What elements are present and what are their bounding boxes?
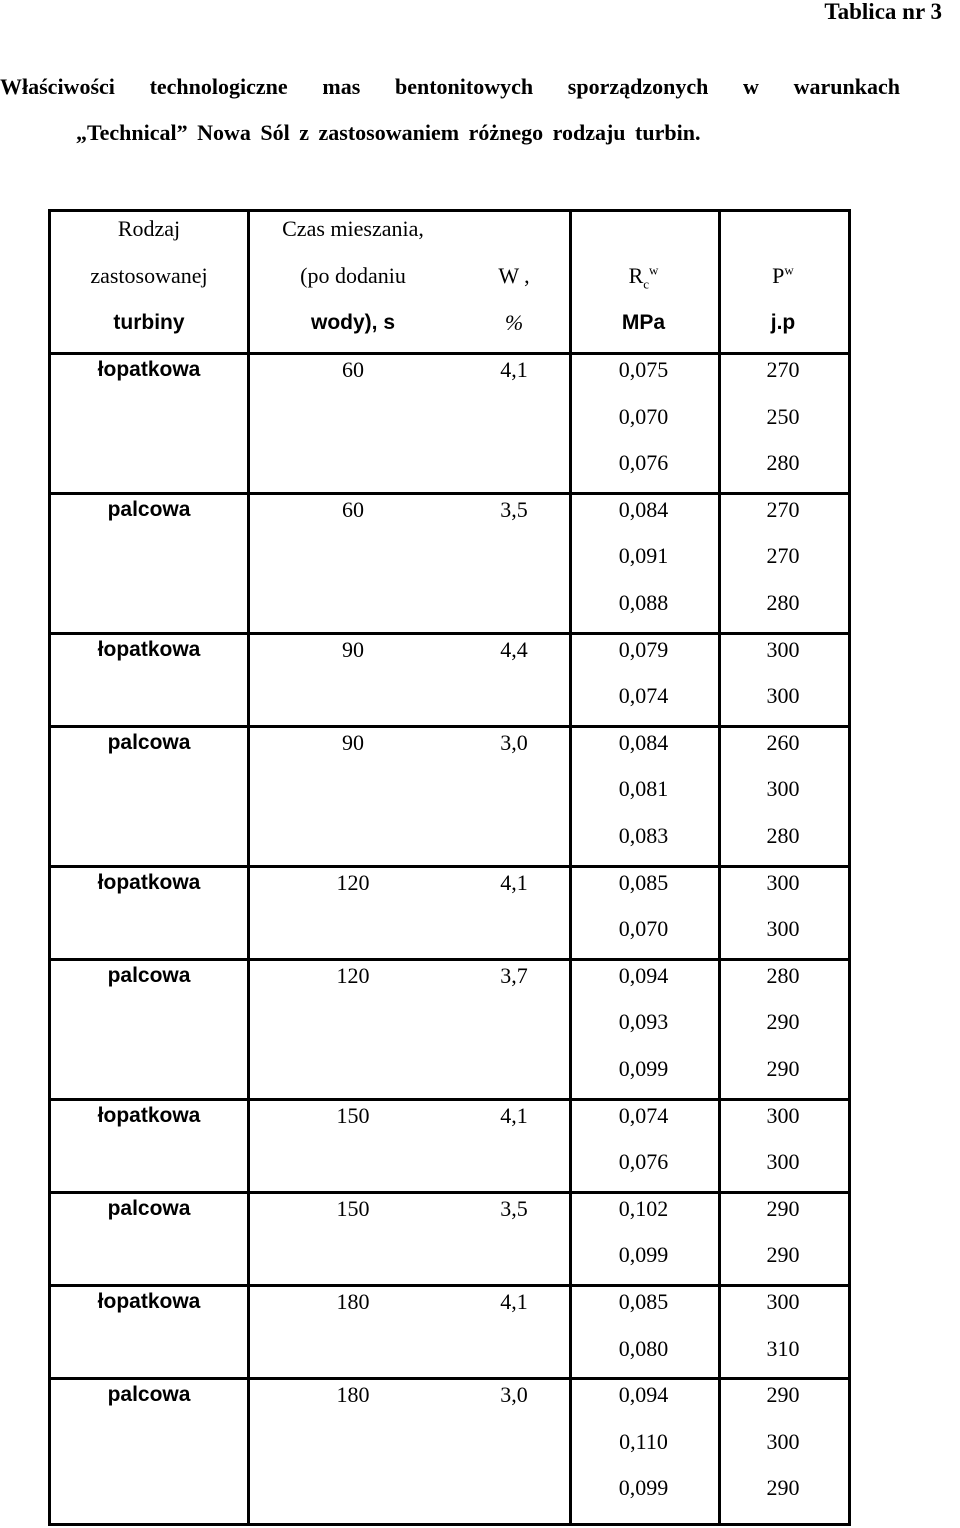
header-moisture-line-1: W ,: [498, 263, 530, 288]
mixing-time-cell: 180: [336, 1289, 370, 1314]
permeability-value: 280: [766, 590, 800, 615]
turbine-type-cell: łopatkowa: [97, 870, 201, 894]
permeability-value: 270: [766, 543, 800, 569]
moisture-cell: 4,1: [500, 1102, 528, 1128]
table-caption-line-2: „Technical” Nowa Sól z zastosowaniem różnego rodzaju turbin.: [76, 120, 701, 145]
header-mixing-time-line-1: Czas mieszania,: [282, 216, 424, 241]
permeability-value: 260: [766, 729, 800, 755]
moisture-cell: 3,7: [500, 962, 528, 988]
table-caption-line-1: Właściwości technologiczne mas bentonitowych sporządzonych w warunkach: [0, 74, 900, 99]
header-permeability: [718, 261, 848, 291]
header-rc-symbol: R: [628, 263, 644, 288]
moisture-cell: 3,5: [500, 496, 528, 522]
moisture-cell: 4,1: [500, 357, 528, 382]
properties-table: [48, 209, 851, 1526]
permeability-value: 290: [766, 1242, 800, 1268]
permeability-value: 300: [766, 776, 800, 802]
header-compressive-strength: [569, 261, 718, 291]
mixing-time-cell: 150: [336, 1102, 370, 1128]
compressive-strength-value: 0,070: [618, 916, 669, 942]
compressive-strength-value: 0,099: [618, 1056, 669, 1081]
compressive-strength-value: 0,076: [618, 1149, 669, 1175]
compressive-strength-value: 0,085: [618, 869, 669, 895]
mixing-time-cell: 90: [342, 636, 364, 662]
compressive-strength-value: 0,083: [618, 823, 669, 848]
compressive-strength-value: 0,081: [618, 776, 669, 802]
moisture-cell: 4,1: [500, 869, 528, 895]
compressive-strength-value: 0,074: [618, 1102, 669, 1128]
mixing-time-cell: 150: [336, 1195, 370, 1221]
header-p-superscript: w: [784, 262, 794, 278]
compressive-strength-value: 0,084: [618, 729, 669, 755]
compressive-strength-value: 0,084: [618, 496, 669, 522]
permeability-value: 280: [766, 450, 800, 476]
mixing-time-cell: 90: [342, 729, 364, 755]
turbine-type-cell: łopatkowa: [97, 1103, 201, 1127]
compressive-strength-value: 0,110: [619, 1428, 668, 1454]
compressive-strength-value: 0,088: [618, 590, 669, 615]
permeability-value: 290: [766, 1056, 800, 1081]
moisture-cell: 4,4: [500, 636, 528, 662]
compressive-strength-value: 0,070: [618, 403, 669, 429]
compressive-strength-value: 0,094: [618, 1382, 669, 1408]
compressive-strength-value: 0,102: [618, 1195, 669, 1221]
header-mixing-time-line-2: (po dodaniu: [300, 263, 406, 288]
mixing-time-cell: 120: [336, 962, 370, 988]
permeability-value: 280: [766, 962, 800, 988]
mixing-time-cell: 180: [336, 1382, 370, 1408]
header-permeability-unit: j.p: [770, 311, 796, 334]
permeability-value: 280: [766, 823, 800, 848]
moisture-cell: 3,0: [500, 729, 528, 755]
header-compressive-strength-unit: MPa: [621, 311, 666, 334]
moisture-cell: 3,0: [500, 1382, 528, 1408]
permeability-value: 290: [766, 1475, 800, 1501]
compressive-strength-value: 0,099: [618, 1475, 669, 1501]
permeability-value: 290: [766, 1009, 800, 1035]
compressive-strength-value: 0,091: [618, 543, 669, 569]
header-rc-superscript: w: [649, 262, 659, 278]
compressive-strength-value: 0,085: [618, 1289, 669, 1314]
turbine-type-cell: łopatkowa: [97, 358, 201, 381]
compressive-strength-value: 0,079: [618, 636, 669, 662]
compressive-strength-value: 0,093: [618, 1009, 669, 1035]
header-turbine-type-line-1: Rodzaj: [117, 216, 181, 241]
compressive-strength-value: 0,099: [618, 1242, 669, 1268]
turbine-type-cell: łopatkowa: [97, 1290, 201, 1313]
table-number: Tablica nr 3: [824, 0, 942, 24]
turbine-type-cell: palcowa: [107, 497, 191, 521]
permeability-value: 250: [766, 403, 800, 429]
permeability-value: 290: [766, 1195, 800, 1221]
compressive-strength-value: 0,076: [618, 450, 669, 476]
compressive-strength-value: 0,094: [618, 962, 669, 988]
compressive-strength-value: 0,075: [618, 357, 669, 382]
permeability-value: 300: [766, 1102, 800, 1128]
turbine-type-cell: palcowa: [107, 963, 191, 987]
turbine-type-cell: palcowa: [107, 1196, 191, 1220]
turbine-type-cell: palcowa: [107, 1383, 191, 1407]
header-p-symbol: P: [772, 263, 785, 288]
mixing-time-cell: 60: [342, 357, 364, 382]
permeability-value: 270: [766, 357, 800, 382]
permeability-value: 300: [766, 869, 800, 895]
permeability-value: 290: [766, 1382, 800, 1408]
header-turbine-type-line-3: turbiny: [113, 311, 185, 334]
permeability-value: 300: [766, 916, 800, 942]
permeability-value: 300: [766, 636, 800, 662]
turbine-type-cell: łopatkowa: [97, 637, 201, 661]
mixing-time-cell: 120: [336, 869, 370, 895]
permeability-value: 270: [766, 496, 800, 522]
moisture-cell: 3,5: [500, 1195, 528, 1221]
moisture-cell: 4,1: [500, 1289, 528, 1314]
turbine-type-cell: palcowa: [107, 730, 191, 754]
permeability-value: 300: [766, 683, 800, 709]
compressive-strength-value: 0,080: [618, 1335, 669, 1361]
header-rc-subscript: c: [643, 276, 650, 292]
header-turbine-type-line-2: zastosowanej: [90, 263, 208, 288]
permeability-value: 300: [766, 1428, 800, 1454]
permeability-value: 300: [766, 1289, 800, 1314]
permeability-value: 300: [766, 1149, 800, 1175]
permeability-value: 310: [766, 1335, 800, 1361]
compressive-strength-value: 0,074: [618, 683, 669, 709]
header-mixing-time-line-3: wody), s: [310, 311, 395, 334]
mixing-time-cell: 60: [342, 496, 364, 522]
header-moisture-unit: %: [504, 310, 524, 335]
